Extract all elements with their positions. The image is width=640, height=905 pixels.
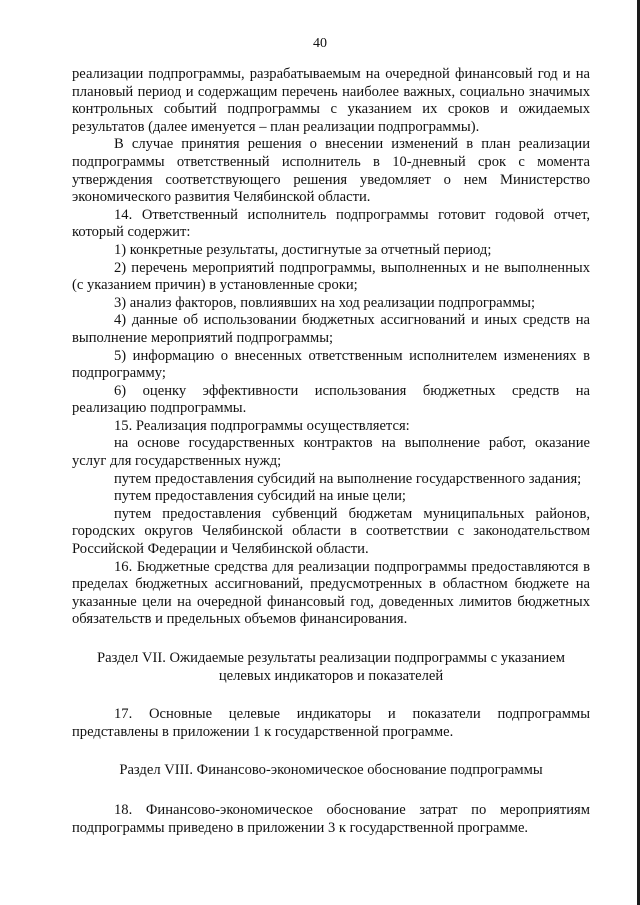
paragraph: 14. Ответственный исполнитель подпрограммы готовит годовой отчет, который содержит: [72, 206, 590, 241]
list-item: 1) конкретные результаты, достигнутые за отчетный период; [114, 241, 492, 258]
document-body [72, 66, 590, 837]
list-item: 2) перечень мероприятий подпрограммы, выполненных и не выполненных (с указанием причин) в установленные сроки; [72, 259, 590, 294]
list-item: на основе государственных контрактов на выполнение работ, оказание услуг для государственных нужд; [72, 435, 590, 470]
list-item: путем предоставления субсидий на выполнение государственного задания; [114, 470, 582, 487]
paragraph: 16. Бюджетные средства для реализации подпрограммы предоставляются в пределах бюджетных ассигнований, предусмотренных в областном бюджете на указанные цели на очередной финансовый год, доведенных лимитов бюджетных обязательств и предельных объемов финансирования. [72, 558, 590, 628]
paragraph: 17. Основные целевые индикаторы и показатели подпрограммы представлены в приложении 1 к государственной программе. [72, 706, 590, 740]
list-item: путем предоставления субсидий на иные цели; [114, 488, 406, 505]
list-item: 3) анализ факторов, повлиявших на ход реализации подпрограммы; [114, 294, 535, 311]
list-item: 5) информацию о внесенных ответственным исполнителем изменениях в подпрограмму; [72, 347, 590, 382]
list-item: 6) оценку эффективности использования бюджетных средств на реализацию подпрограммы. [72, 382, 590, 417]
list-item: путем предоставления субвенций бюджетам муниципальных районов, городских округов Челябинской области в соответствии с законодательством Российской Федерации и Челябинской области. [72, 505, 590, 558]
paragraph: 15. Реализация подпрограммы осуществляется: [114, 417, 410, 434]
paragraph: В случае принятия решения о внесении изменений в план реализации подпрограммы ответственный исполнитель в 10-дневный срок с момента утверждения соответствующего решения уведомляет о нем Министерство экономического развития Челябинской области. [72, 136, 590, 206]
section-title-8: Раздел VIII. Финансово-экономическое обоснование подпрограммы [119, 762, 543, 779]
list-item: 4) данные об использовании бюджетных ассигнований и иных средств на выполнение мероприятий подпрограммы; [72, 312, 590, 346]
page-number: 40 [313, 36, 327, 51]
paragraph: реализации подпрограммы, разрабатываемым на очередной финансовый год и на плановый период и содержащим перечень наиболее важных, социально значимых контрольных событий подпрограммы с указанием их сроков и ожидаемых результатов (далее именуется – план реализации подпрограммы). [72, 66, 590, 135]
paragraph: 18. Финансово-экономическое обоснование затрат по мероприятиям подпрограммы приведено в приложении 3 к государственной программе. [72, 801, 590, 836]
section-title-7: Раздел VII. Ожидаемые результаты реализации подпрограммы с указанием целевых индикаторов и показателей [97, 650, 565, 684]
